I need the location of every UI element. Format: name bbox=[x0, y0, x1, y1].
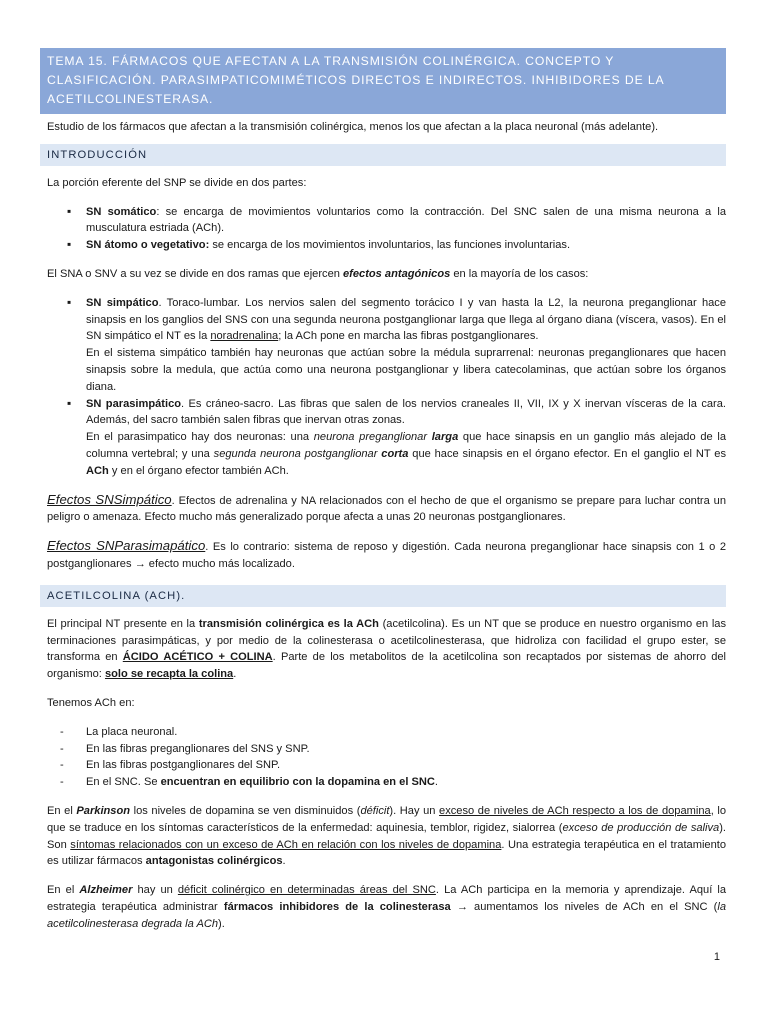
page-number: 1 bbox=[713, 951, 720, 963]
paragraph-efectos-snsimpatico: Efectos SNSimpático. Efectos de adrenalina y NA relacionados con el hecho de que el organismo se prepare para luchar contra un peligro o amenaza. Efecto mucho más generalizado porque afecta a unas 20 neuronas postganglionares. bbox=[47, 491, 726, 524]
bullet-list-sna bbox=[40, 295, 726, 480]
list-item: ▪ SN átomo o vegetativo: se encarga de los movimientos involuntarios, las funciones involuntarias. bbox=[40, 237, 726, 254]
paragraph-snp: La porción eferente del SNP se divide en dos partes: bbox=[47, 176, 307, 189]
paragraph-tenemos: Tenemos ACh en: bbox=[47, 696, 135, 709]
paragraph-sna: El SNA o SNV a su vez se divide en dos ramas que ejercen efectos antagónicos en la mayoría de los casos: bbox=[47, 267, 589, 280]
paragraph-alzheimer: En el Alzheimer hay un déficit colinérgico en determinadas áreas del SNC. La ACh participa en la memoria y aprendizaje. Aquí la estrategia terapéutica administrar fármacos inhibidores de la colinesterasa → aumentamos los niveles de ACh en el SNC (la acetilcolinesterasa degrada la ACh). bbox=[47, 884, 726, 930]
dash-list-ach bbox=[40, 724, 726, 791]
paragraph-efectos-snparasimpatico: Efectos SNParasimapático. Es lo contrario: sistema de reposo y digestión. Cada neurona preganglionar hace sinapsis con 1 o 2 postganglionares → efecto mucho más localizado. bbox=[47, 538, 726, 570]
list-item: ▪ SN somático: se encarga de movimientos voluntarios como la contracción. Del SNC salen de una misma neurona a la musculatura estriada (ACh). bbox=[40, 204, 726, 238]
paragraph-ach: El principal NT presente en la transmisión colinérgica es la ACh (acetilcolina). Es un NT que se produce en nuestro organismo en las terminaciones parasimpáticas, y por medio de la colinesterasa o acetilcolinesterasa, que hidroliza con facilidad el grupo ester, se transforma en ÁCIDO ACÉTICO + COLINA. Parte de los metabolitos de la acetilcolina son recaptados por sistemas de ahorro del organismo: solo se recapta la colina. bbox=[47, 617, 726, 681]
list-item: ▪ SN parasimpático. Es cráneo-sacro. Las fibras que salen de los nervios craneales II, VII, IX y X inervan vísceras de la cara. Además, del sacro también salen fibras que inervan otras zonas. En el parasimpatico hay dos neuronas: una neurona preganglionar larga que hace sinapsis en un ganglio más alejado de la columna vertebral; y una segunda neurona postganglionar corta que hace sinapsis en el órgano efector. En el ganglio el NT es ACh y en el órgano efector también ACh. bbox=[40, 396, 726, 480]
document-title: TEMA 15. FÁRMACOS QUE AFECTAN A LA TRANSMISIÓN COLINÉRGICA. CONCEPTO Y CLASIFICACIÓN. PARASIMPATICOMIMÉTICOS DIRECTOS E INDIRECTOS. INHIBIDORES DE LA ACETILCOLINESTERASA. bbox=[40, 48, 726, 114]
list-item: - En las fibras preganglionares del SNS y SNP. bbox=[40, 741, 726, 758]
list-item: - La placa neuronal. bbox=[40, 724, 726, 741]
intro-paragraph: Estudio de los fármacos que afectan a la transmisión colinérgica, menos los que afectan a la placa neuronal (más adelante). bbox=[47, 121, 659, 133]
document-page bbox=[40, 48, 726, 932]
section-heading-acetilcolina: ACETILCOLINA (ACH). bbox=[40, 585, 726, 607]
paragraph-parkinson: En el Parkinson los niveles de dopamina se ven disminuidos (déficit). Hay un exceso de niveles de ACh respecto a los de dopamina, lo que se traduce en los síntomas característicos de la enfermedad: aquinesia, temblor, rigidez, sialorrea (exceso de producción de saliva). Son síntomas relacionados con un exceso de ACh en relación con los niveles de dopamina. Una estrategia terapéutica en el tratamiento es utilizar fármacos antagonistas colinérgicos. bbox=[47, 804, 726, 868]
bullet-list-snp bbox=[40, 204, 726, 254]
arrow-icon: → bbox=[134, 557, 146, 570]
list-item: - En el SNC. Se encuentran en equilibrio con la dopamina en el SNC. bbox=[40, 774, 726, 791]
list-item: ▪ SN simpático. Toraco-lumbar. Los nervios salen del segmento torácico I y van hasta la L2, la neurona preganglionar hace sinapsis en los ganglios del SNS con una segunda neurona postganglionar larga que llega al órgano diana (víscera, vasos). En el SN simpático el NT es la noradrenalina; la ACh pone en marcha las fibras postganglionares. En el sistema simpático también hay neuronas que actúan sobre la médula suprarrenal: neuronas preganglionares que hacen sinapsis sobre la medula, que actúa como una neurona postganglionar y libera catecolaminas, que actúan sobre los órganos diana. bbox=[40, 295, 726, 396]
section-heading-introduccion: INTRODUCCIÓN bbox=[40, 144, 726, 166]
list-item: - En las fibras postganglionares del SNP. bbox=[40, 757, 726, 774]
